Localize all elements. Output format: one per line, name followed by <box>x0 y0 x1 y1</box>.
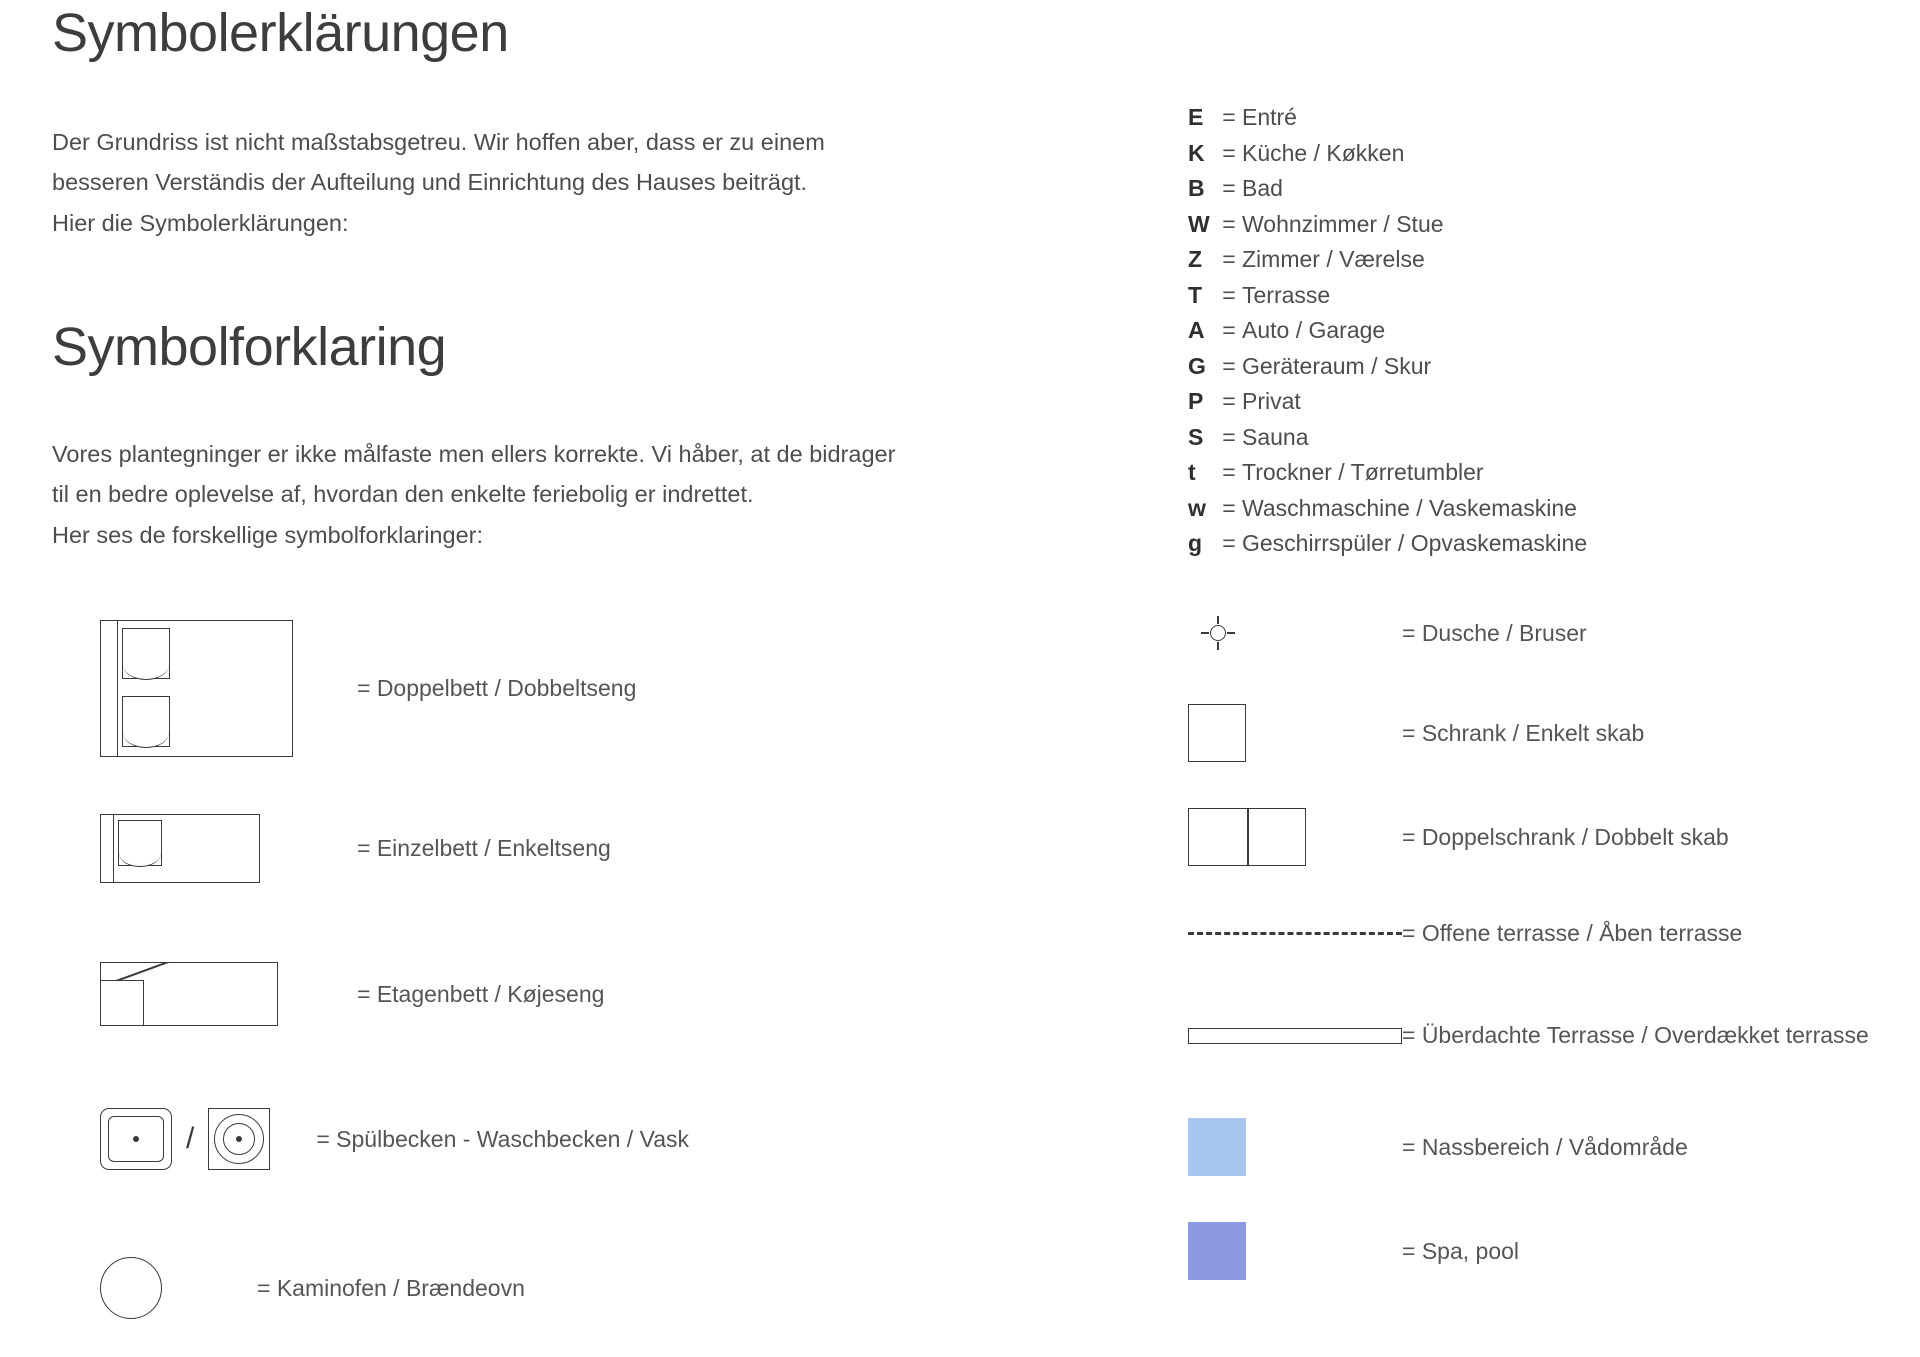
abbreviation-value: Bad <box>1242 175 1283 201</box>
legend-label-wood-stove: = Kaminofen / Brændeovn <box>257 1274 525 1301</box>
legend-item-wet-area <box>1188 1118 1688 1176</box>
legend-item-open-terrace <box>1188 920 1742 947</box>
abbreviation-equals: = <box>1222 104 1236 130</box>
abbreviation-equals: = <box>1222 494 1236 521</box>
legend-item-double-bed <box>100 620 636 757</box>
shower-icon-wrap <box>1188 616 1402 650</box>
legend-item-covered-terrace <box>1188 1022 1869 1049</box>
intro-dk-line-3: Her ses de forskellige symbolforklaringer: <box>52 521 483 548</box>
abbreviation-value: Geräteraum / Skur <box>1242 352 1432 379</box>
intro-de-line-1: Der Grundriss ist nicht maßstabsgetreu. Wir hoffen aber, dass er zu einem <box>52 129 825 155</box>
abbreviation-equals: = <box>1222 281 1236 308</box>
legend-item-sink <box>100 1108 689 1170</box>
abbreviation-row <box>1188 246 1888 282</box>
abbreviation-row <box>1188 424 1888 460</box>
abbreviation-key: K <box>1188 139 1205 166</box>
legend-item-double-wardrobe <box>1188 808 1729 866</box>
abbreviation-row <box>1188 353 1888 389</box>
abbreviation-value: Zimmer / Værelse <box>1242 246 1425 272</box>
abbreviation-equals: = <box>1222 423 1236 450</box>
abbreviation-value: Wohnzimmer / Stue <box>1242 210 1444 237</box>
abbreviation-key: G <box>1188 352 1206 379</box>
double-wardrobe-icon <box>1188 808 1306 866</box>
abbreviation-value: Sauna <box>1242 423 1309 450</box>
abbreviation-value: Trockner / Tørretumbler <box>1242 459 1484 485</box>
legend-label-double-bed: = Doppelbett / Dobbeltseng <box>357 675 637 701</box>
legend-item-bunk-bed <box>100 962 604 1026</box>
abbreviation-row <box>1188 104 1888 140</box>
abbreviation-value: Entré <box>1242 104 1297 130</box>
abbreviation-equals: = <box>1222 530 1236 556</box>
abbreviation-value: Privat <box>1242 388 1301 414</box>
abbreviation-equals: = <box>1222 459 1236 485</box>
single-bed-icon <box>100 814 260 883</box>
open-terrace-icon-wrap <box>1188 932 1402 936</box>
abbreviation-equals: = <box>1222 388 1236 414</box>
abbreviation-key: t <box>1188 459 1196 485</box>
sink-icon <box>100 1108 270 1170</box>
abbreviation-key: g <box>1188 530 1203 556</box>
abbreviation-row <box>1188 175 1888 211</box>
legend-item-wood-stove <box>100 1257 525 1319</box>
sink-rectangular-icon <box>100 1108 172 1170</box>
legend-label-shower: = Dusche / Bruser <box>1402 619 1587 646</box>
abbreviation-key: Z <box>1188 246 1203 272</box>
abbreviation-equals: = <box>1222 246 1236 272</box>
legend-label-wet-area: = Nassbereich / Vådområde <box>1402 1133 1688 1160</box>
abbreviation-row <box>1188 211 1888 247</box>
abbreviation-row <box>1188 282 1888 318</box>
abbreviation-equals: = <box>1222 352 1236 379</box>
abbreviation-key: A <box>1188 317 1205 343</box>
spa-pool-swatch <box>1188 1222 1246 1280</box>
intro-dk-line-1: Vores plantegninger er ikke målfaste men ellers korrekte. Vi håber, at de bidrager <box>52 441 896 467</box>
intro-de-line-3: Hier die Symbolerklärungen: <box>52 209 349 236</box>
legend-label-bunk-bed: = Etagenbett / Køjeseng <box>357 980 605 1007</box>
abbreviation-key: B <box>1188 175 1205 201</box>
single-wardrobe-icon-wrap <box>1188 704 1402 762</box>
abbreviation-value: Auto / Garage <box>1242 317 1386 343</box>
legend-item-spa-pool <box>1188 1222 1519 1280</box>
bunk-bed-icon <box>100 962 278 1026</box>
abbreviation-row <box>1188 317 1888 353</box>
abbreviation-key: S <box>1188 423 1204 450</box>
abbreviation-row <box>1188 388 1888 424</box>
legend-item-single-wardrobe <box>1188 704 1644 762</box>
abbreviation-list <box>1188 104 1888 566</box>
legend-label-double-wardrobe: = Doppelschrank / Dobbelt skab <box>1402 823 1729 850</box>
wet-area-swatch-wrap <box>1188 1118 1402 1176</box>
sink-separator: / <box>186 1122 195 1155</box>
legend-label-open-terrace: = Offene terrasse / Åben terrasse <box>1402 920 1743 946</box>
abbreviation-equals: = <box>1222 139 1236 166</box>
covered-terrace-icon-wrap <box>1188 1028 1402 1044</box>
abbreviation-key: P <box>1188 388 1204 414</box>
abbreviation-row <box>1188 140 1888 176</box>
legend-label-sink: = Spülbecken - Waschbecken / Vask <box>316 1125 690 1152</box>
abbreviation-key: T <box>1188 281 1203 308</box>
intro-de-line-2: besseren Verständis der Aufteilung und Einrichtung des Hauses beiträgt. <box>52 169 808 196</box>
abbreviation-equals: = <box>1222 317 1236 343</box>
open-terrace-icon <box>1188 932 1402 936</box>
double-wardrobe-icon-wrap <box>1188 808 1402 866</box>
spa-pool-swatch-wrap <box>1188 1222 1402 1280</box>
abbreviation-row <box>1188 495 1888 531</box>
shower-icon <box>1201 616 1235 650</box>
abbreviation-value: Geschirrspüler / Opvaskemaskine <box>1242 530 1588 556</box>
intro-paragraph-german <box>52 122 1012 243</box>
legend-label-single-bed: = Einzelbett / Enkeltseng <box>357 835 611 861</box>
abbreviation-key: E <box>1188 104 1204 130</box>
abbreviation-value: Waschmaschine / Vaskemaskine <box>1242 494 1577 521</box>
intro-paragraph-danish <box>52 434 1062 555</box>
abbreviation-row <box>1188 459 1888 495</box>
legend-label-single-wardrobe: = Schrank / Enkelt skab <box>1402 719 1645 746</box>
wood-stove-icon <box>100 1257 162 1319</box>
page-title-german: Symbolerklärungen <box>52 3 509 63</box>
single-wardrobe-icon <box>1188 704 1246 762</box>
abbreviation-value: Terrasse <box>1242 281 1331 308</box>
double-bed-icon <box>100 620 293 757</box>
abbreviation-row <box>1188 530 1888 566</box>
wet-area-swatch <box>1188 1118 1246 1176</box>
page-title-danish: Symbolforklaring <box>52 317 447 377</box>
abbreviation-equals: = <box>1222 175 1236 201</box>
legend-label-covered-terrace: = Überdachte Terrasse / Overdækket terrasse <box>1402 1022 1869 1048</box>
legend-item-single-bed <box>100 814 611 883</box>
legend-label-spa-pool: = Spa, pool <box>1402 1237 1520 1264</box>
sink-round-icon <box>208 1108 270 1170</box>
covered-terrace-icon <box>1188 1028 1402 1044</box>
legend-item-shower <box>1188 616 1587 650</box>
abbreviation-key: W <box>1188 210 1210 237</box>
abbreviation-value: Küche / Køkken <box>1242 139 1405 166</box>
abbreviation-equals: = <box>1222 210 1236 237</box>
abbreviation-key: w <box>1188 494 1206 521</box>
intro-dk-line-2: til en bedre oplevelse af, hvordan den enkelte feriebolig er indrettet. <box>52 481 754 508</box>
